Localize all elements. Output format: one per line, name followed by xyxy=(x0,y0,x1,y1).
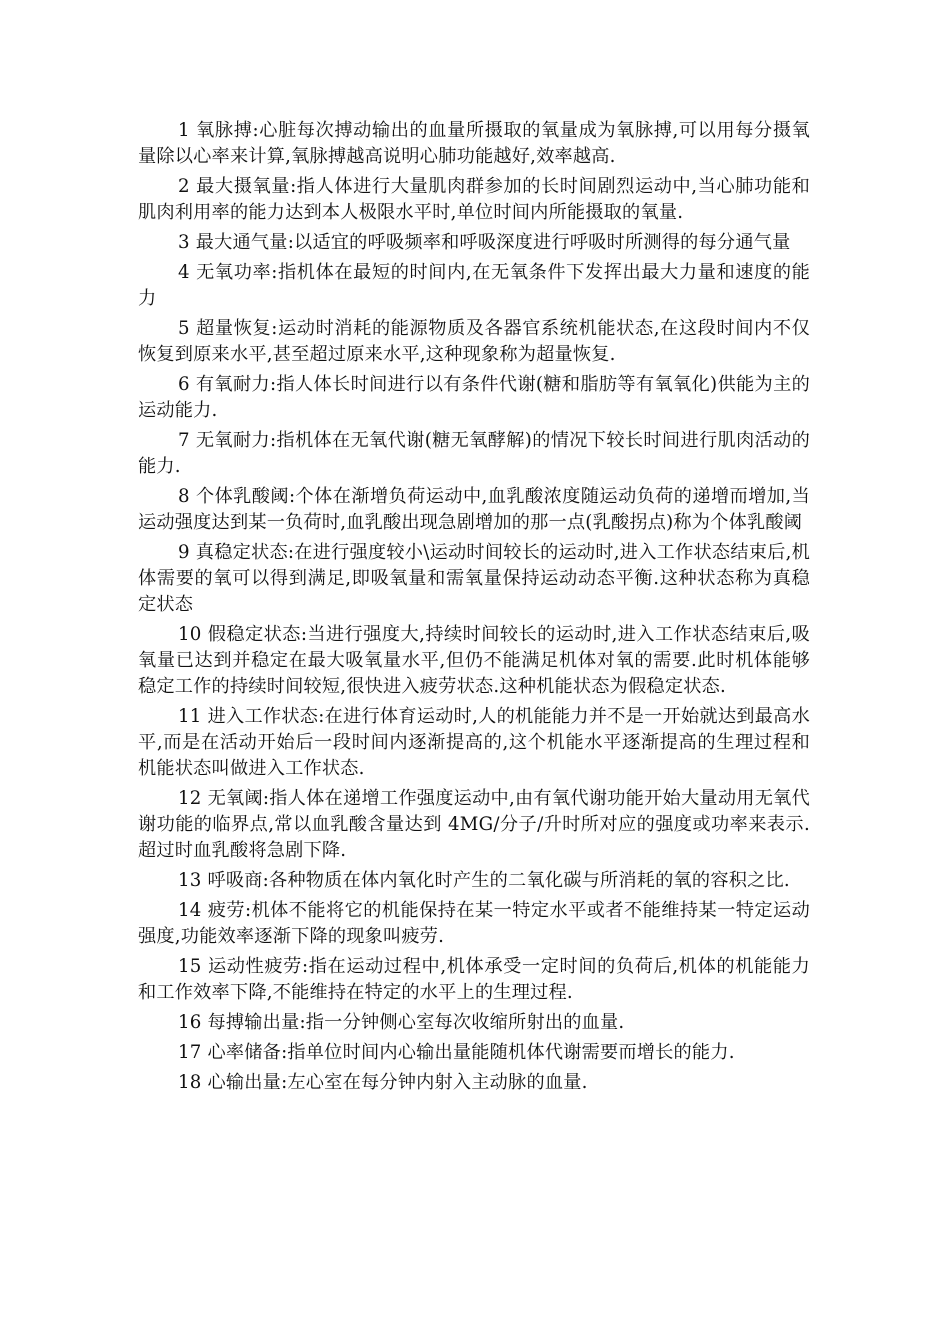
definition-paragraph-16: 16 每搏输出量:指一分钟侧心室每次收缩所射出的血量. xyxy=(178,1012,625,1033)
definition-paragraph-6: 6 有氧耐力:指人体长时间进行以有条件代谢(糖和脂肪等有氧氧化)供能为主的运动能力. xyxy=(138,374,810,421)
definition-paragraph-13: 13 呼吸商:各种物质在体内氧化时产生的二氧化碳与所消耗的氧的容积之比. xyxy=(178,870,790,891)
definition-paragraph-10: 10 假稳定状态:当进行强度大,持续时间较长的运动时,进入工作状态结束后,吸氧量已达到并稳定在最大吸氧量水平,但仍不能满足机体对氧的需要.此时机体能够稳定工作的持续时间较短,很快进入疲劳状态.这种机能状态为假稳定状态. xyxy=(138,624,810,697)
definition-paragraph-14: 14 疲劳:机体不能将它的机能保持在某一特定水平或者不能维持某一特定运动强度,功能效率逐渐下降的现象叫疲劳. xyxy=(138,900,810,947)
definition-paragraph-7: 7 无氧耐力:指机体在无氧代谢(糖无氧酵解)的情况下较长时间进行肌肉活动的能力. xyxy=(138,430,810,477)
definition-paragraph-5: 5 超量恢复:运动时消耗的能源物质及各器官系统机能状态,在这段时间内不仅恢复到原来水平,甚至超过原来水平,这种现象称为超量恢复. xyxy=(138,318,810,365)
definition-paragraph-8: 8 个体乳酸阈:个体在渐增负荷运动中,血乳酸浓度随运动负荷的递增而增加,当运动强度达到某一负荷时,血乳酸出现急剧增加的那一点(乳酸拐点)称为个体乳酸阈 xyxy=(138,486,810,533)
definition-paragraph-9: 9 真稳定状态:在进行强度较小\运动时间较长的运动时,进入工作状态结束后,机体需要的氧可以得到满足,即吸氧量和需氧量保持运动动态平衡.这种状态称为真稳定状态 xyxy=(138,542,810,615)
definition-paragraph-11: 11 进入工作状态:在进行体育运动时,人的机能能力并不是一开始就达到最高水平,而是在活动开始后一段时间内逐渐提高的,这个机能水平逐渐提高的生理过程和机能状态叫做进入工作状态. xyxy=(138,706,810,779)
document-body xyxy=(138,118,810,1096)
definition-paragraph-17: 17 心率储备:指单位时间内心输出量能随机体代谢需要而增长的能力. xyxy=(178,1042,735,1063)
definition-paragraph-18: 18 心输出量:左心室在每分钟内射入主动脉的血量. xyxy=(178,1072,588,1093)
definition-paragraph-3: 3 最大通气量:以适宜的呼吸频率和呼吸深度进行呼吸时所测得的每分通气量 xyxy=(178,232,791,253)
definition-paragraph-15: 15 运动性疲劳:指在运动过程中,机体承受一定时间的负荷后,机体的机能能力和工作效率下降,不能维持在特定的水平上的生理过程. xyxy=(138,956,810,1003)
definition-paragraph-2: 2 最大摄氧量:指人体进行大量肌肉群参加的长时间剧烈运动中,当心肺功能和肌肉利用率的能力达到本人极限水平时,单位时间内所能摄取的氧量. xyxy=(138,176,810,223)
definition-paragraph-12: 12 无氧阈:指人体在递增工作强度运动中,由有氧代谢功能开始大量动用无氧代谢功能的临界点,常以血乳酸含量达到 4MG/分子/升时所对应的强度或功率来表示.超过时血乳酸将急剧下降. xyxy=(138,788,810,861)
definition-paragraph-1: 1 氧脉搏:心脏每次搏动输出的血量所摄取的氧量成为氧脉搏,可以用每分摄氧量除以心率来计算,氧脉搏越高说明心肺功能越好,效率越高. xyxy=(138,120,810,167)
definition-paragraph-4: 4 无氧功率:指机体在最短的时间内,在无氧条件下发挥出最大力量和速度的能力 xyxy=(138,262,810,309)
